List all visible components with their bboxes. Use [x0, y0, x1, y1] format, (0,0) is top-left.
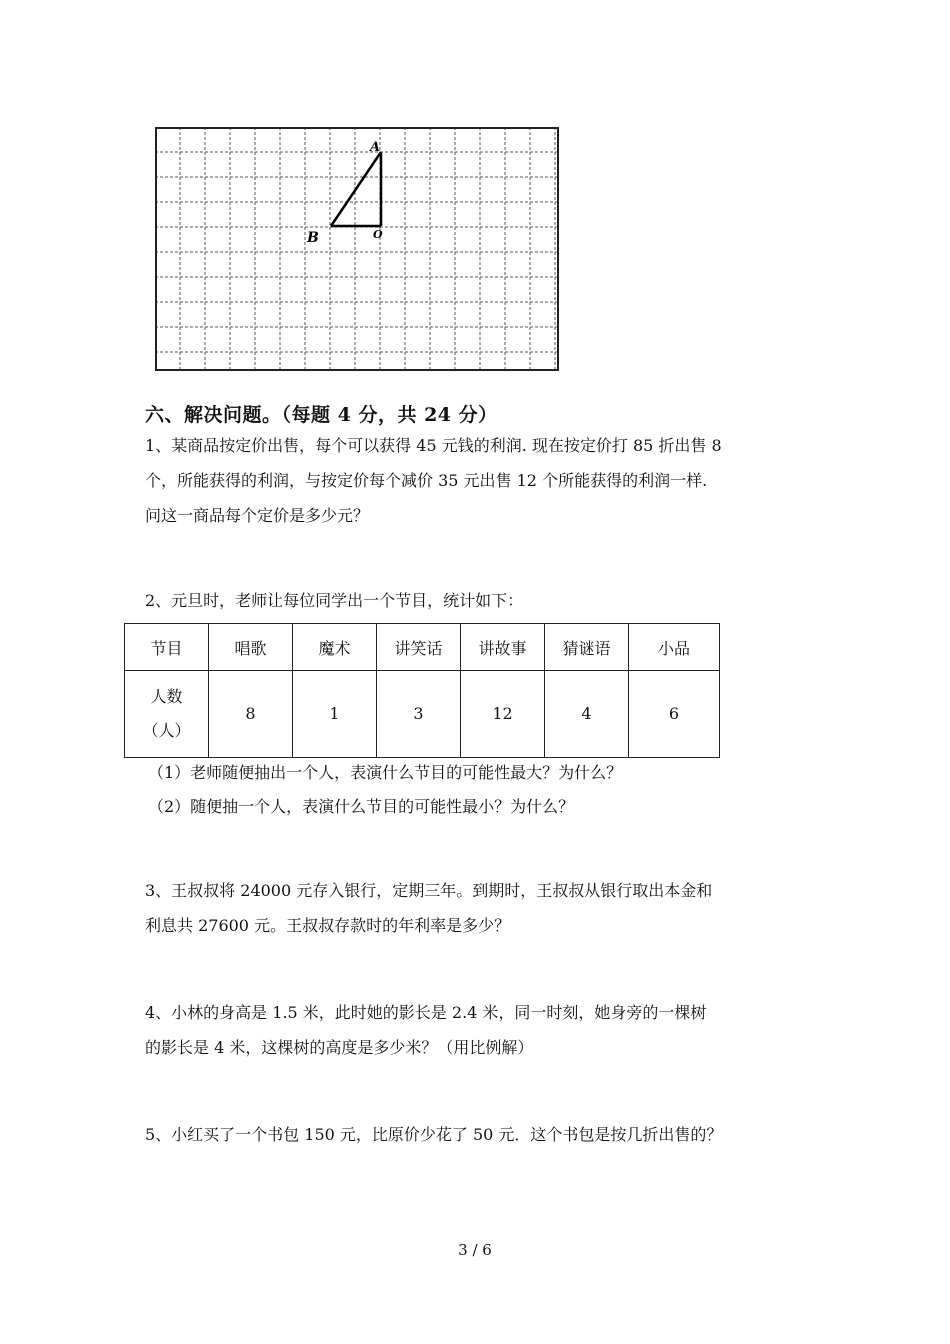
- table-header-row: [125, 624, 720, 671]
- question-4: [145, 995, 815, 1065]
- table-row-label: [125, 671, 209, 758]
- question-1-line: 问这一商品每个定价是多少元？: [145, 506, 370, 525]
- table-cell: 小品: [629, 624, 720, 671]
- vertex-label-b: B: [307, 230, 319, 246]
- table-cell: 讲故事: [461, 624, 545, 671]
- table-cell: 4: [545, 671, 629, 758]
- grid-border: [156, 128, 558, 370]
- table-cell: 1: [293, 671, 377, 758]
- question-1-line: 个，所能获得的利润，与按定价每个减价 35 元出售 12 个所能获得的利润一样.: [145, 471, 708, 490]
- section-title: 六、解决问题。（每题 4 分，共 24 分）: [145, 404, 498, 426]
- question-4-line: 的影长是 4 米，这棵树的高度是多少米？（用比例解）: [145, 1038, 534, 1057]
- question-4-line: 4、小林的身高是 1.5 米，此时她的影长是 2.4 米，同一时刻，她身旁的一棵树: [145, 1003, 707, 1022]
- question-3-line: 3、王叔叔将 24000 元存入银行，定期三年。到期时，王叔叔从银行取出本金和: [145, 881, 713, 900]
- table-cell: 讲笑话: [377, 624, 461, 671]
- question-1: [145, 428, 815, 533]
- question-5: [145, 1117, 815, 1152]
- table-cell: 12: [461, 671, 545, 758]
- grid-lines: [155, 127, 559, 371]
- table-cell: 6: [629, 671, 720, 758]
- grid-svg: [155, 127, 559, 371]
- table-cell: 节目: [125, 624, 209, 671]
- question-2-sub-1: （1）老师随便抽出一个人，表演什么节目的可能性最大？为什么？: [148, 763, 623, 782]
- vertex-label-o: O: [373, 228, 383, 241]
- table-cell: 8: [209, 671, 293, 758]
- question-5-line: 5、小红买了一个书包 150 元，比原价少花了 50 元．这个书包是按几折出售的？: [145, 1125, 723, 1144]
- table-cell: 3: [377, 671, 461, 758]
- row-label-line: （人）: [142, 721, 191, 740]
- triangle-side-ab: [331, 152, 381, 226]
- table-data-row: [125, 671, 720, 758]
- table-cell: 猜谜语: [545, 624, 629, 671]
- program-table: [124, 623, 720, 758]
- vertex-label-a: A: [370, 140, 381, 155]
- question-2-intro: 2、元旦时，老师让每位同学出一个节目，统计如下：: [145, 591, 524, 610]
- question-2-sub-2: （2）随便抽一个人，表演什么节目的可能性最小？为什么？: [148, 797, 575, 816]
- question-3-line: 利息共 27600 元。王叔叔存款时的年利率是多少？: [145, 916, 511, 935]
- question-3: [145, 873, 815, 943]
- page-number: 3 / 6: [458, 1241, 492, 1259]
- table-cell: 唱歌: [209, 624, 293, 671]
- table-cell: 魔术: [293, 624, 377, 671]
- row-label-line: 人数: [150, 687, 183, 706]
- question-1-line: 1、某商品按定价出售，每个可以获得 45 元钱的利润. 现在按定价打 85 折出售 8: [145, 436, 722, 455]
- grid-figure: [155, 127, 559, 371]
